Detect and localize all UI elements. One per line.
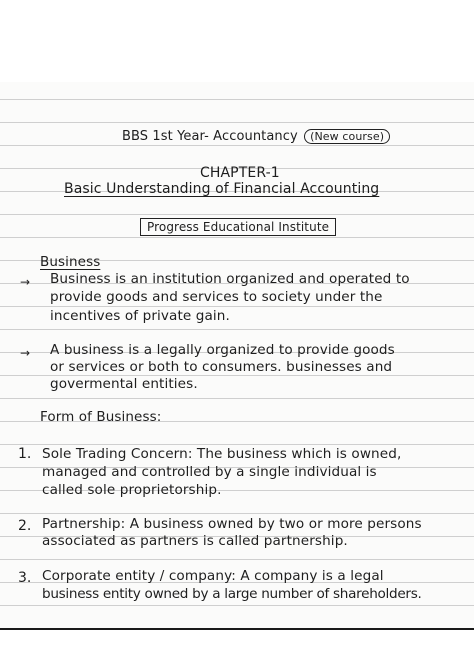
form-1-line-3: called sole proprietorship. <box>42 482 222 498</box>
form-2-line-1: Partnership: A business owned by two or more persons <box>42 516 422 532</box>
chapter-title: Basic Understanding of Financial Accounting <box>64 181 380 197</box>
form-1-line-1: Sole Trading Concern: The business which is owned, <box>42 446 402 462</box>
arrow-icon: → <box>20 346 31 360</box>
page-header <box>122 129 390 144</box>
course-badge: (New course) <box>304 129 390 144</box>
arrow-icon: → <box>20 275 31 289</box>
header-text: BBS 1st Year- Accountancy <box>122 129 298 144</box>
form-2-line-2: associated as partners is called partnership. <box>42 533 348 549</box>
business-heading: Business <box>40 254 101 270</box>
business-point-1-line-2: provide goods and services to society under the <box>50 289 383 305</box>
business-point-2-line-2: or services or both to consumers. businesses and <box>50 359 393 375</box>
form-number: 2. <box>18 518 32 534</box>
top-margin <box>0 0 474 82</box>
form-3-line-2: business entity owned by a large number of shareholders. <box>42 586 422 602</box>
institute-box: Progress Educational Institute <box>140 218 336 236</box>
form-number: 1. <box>18 446 32 462</box>
business-point-1-line-3: incentives of private gain. <box>50 308 230 324</box>
business-point-1-line-1: Business is an institution organized and operated to <box>50 271 410 287</box>
form-3-line-1: Corporate entity / company: A company is a legal <box>42 568 384 584</box>
bottom-margin <box>0 628 474 670</box>
forms-heading: Form of Business: <box>40 409 162 425</box>
business-point-2-line-1: A business is a legally organized to provide goods <box>50 342 395 358</box>
chapter-label: CHAPTER-1 <box>200 165 280 181</box>
form-1-line-2: managed and controlled by a single individual is <box>42 464 377 480</box>
business-point-2-line-3: govermental entities. <box>50 376 198 392</box>
form-number: 3. <box>18 570 32 586</box>
